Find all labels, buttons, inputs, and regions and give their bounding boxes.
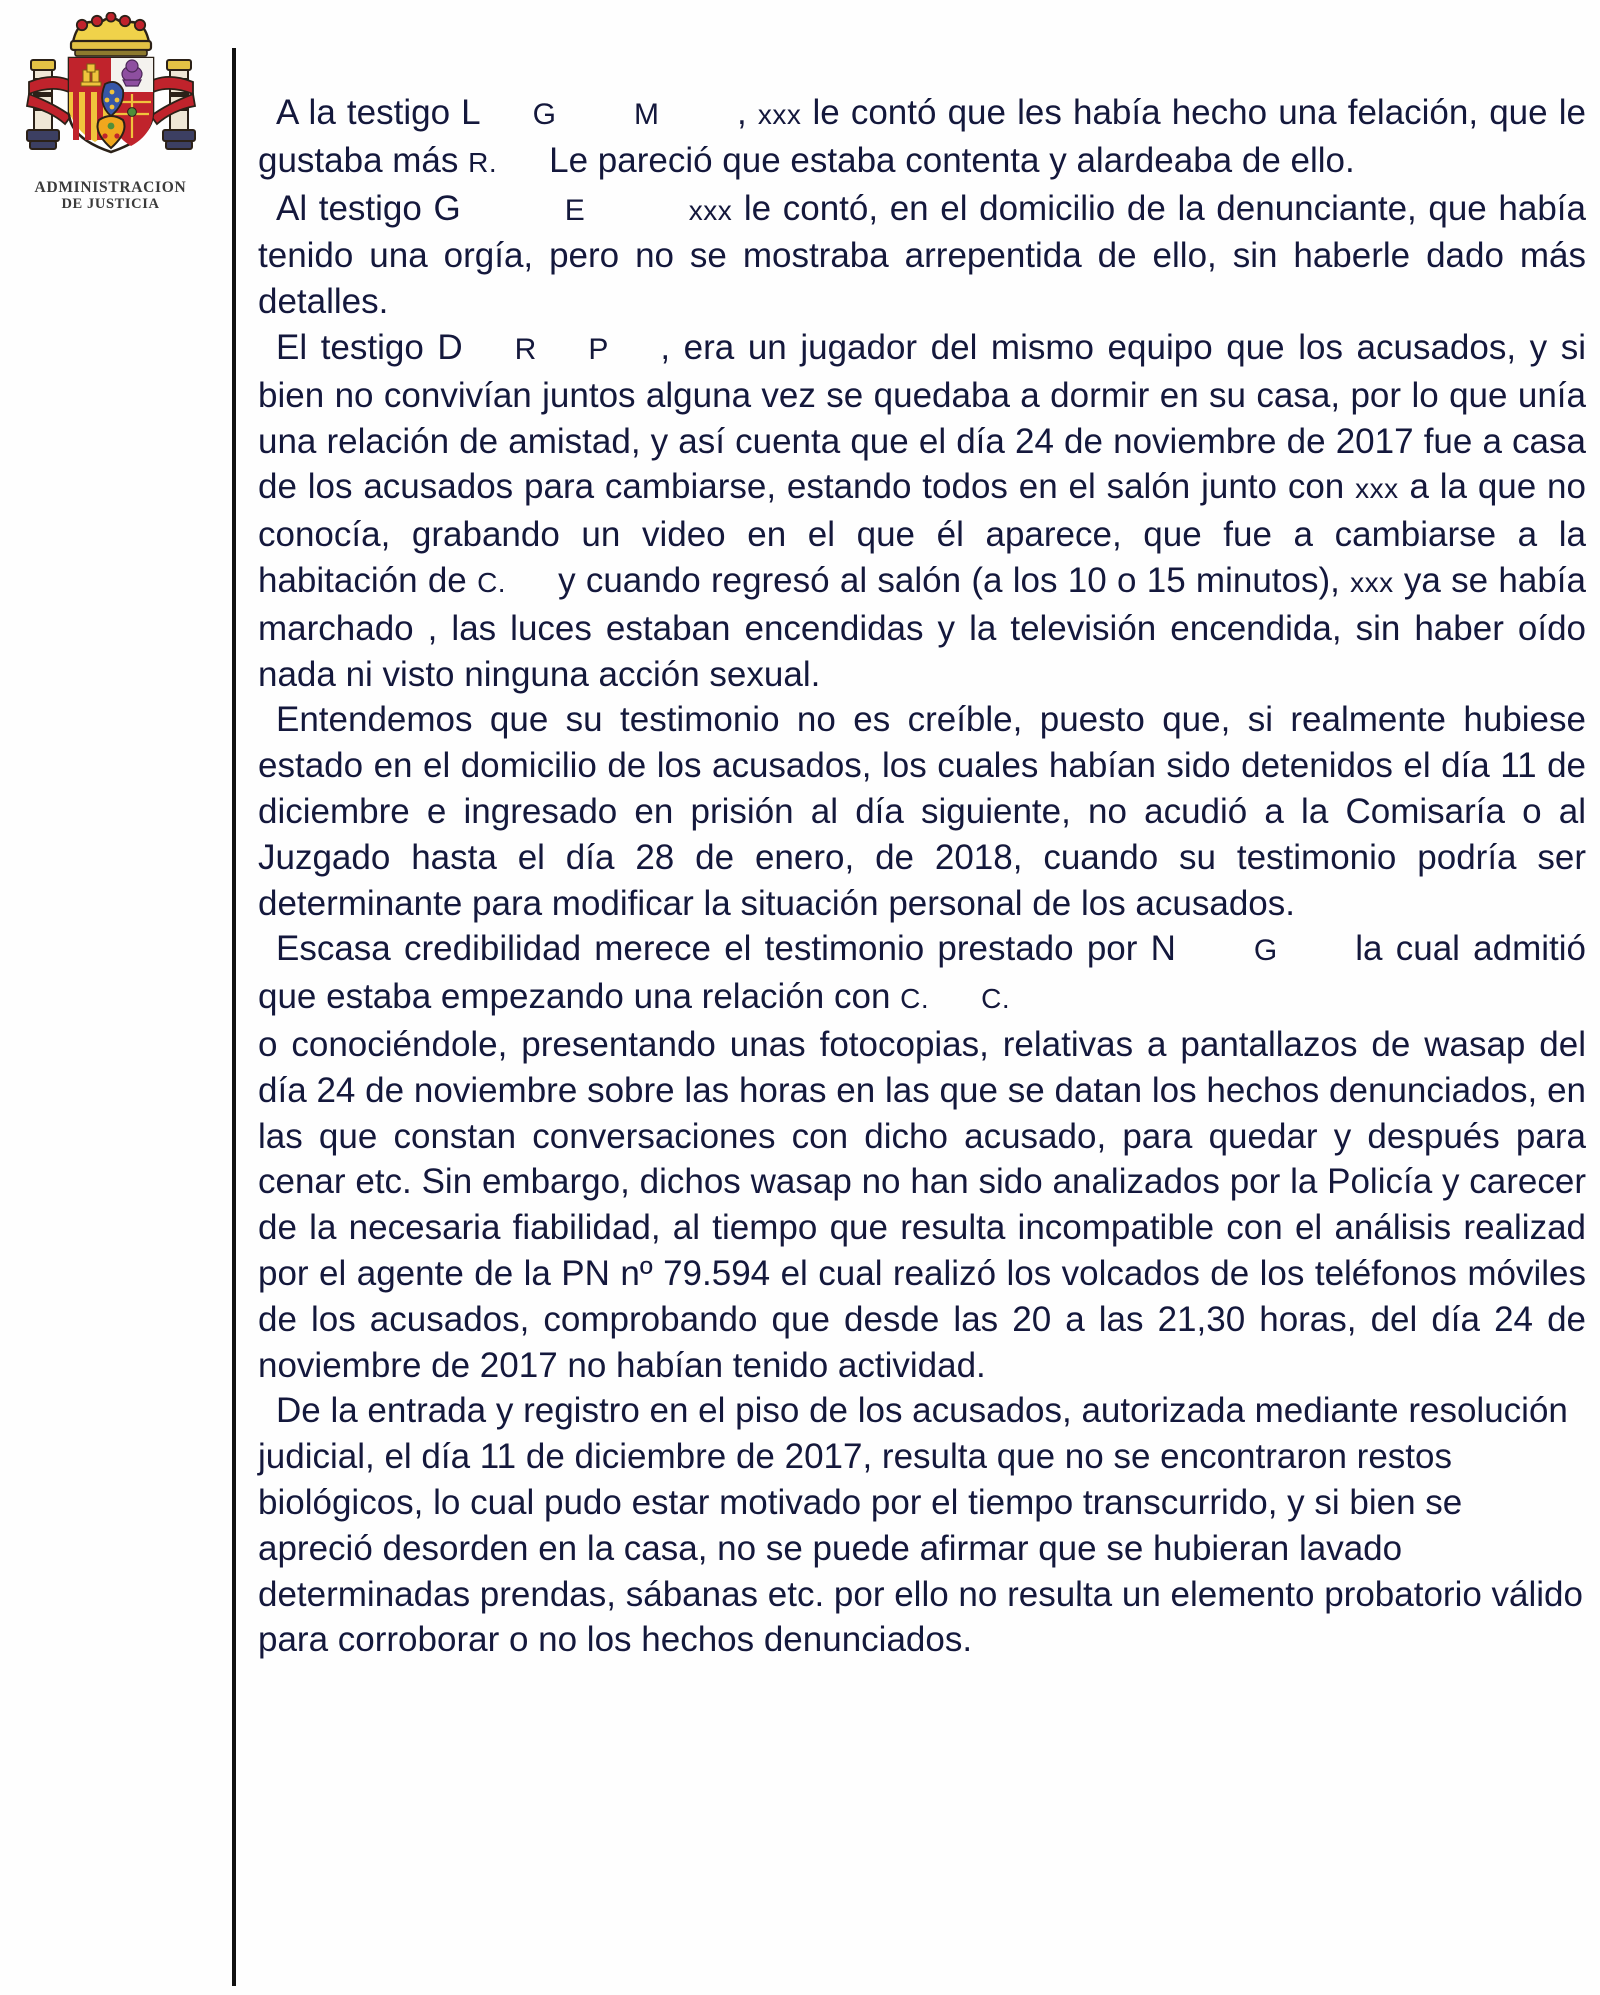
emblem-caption-line-2: DE JUSTICIA [61, 196, 160, 213]
redacted-marker: R. [468, 146, 498, 178]
administracion-de-justicia-emblem [8, 12, 213, 213]
redacted-initial: P [588, 332, 609, 366]
para-entrada-registro: De la entrada y registro en el piso de los acusados, autorizada mediante resolución judicial, el día 11 de diciembre de 2017, resulta que no se encontraron restos biológicos, lo cual pudo estar motivado por el tiempo transcurrido, y si bien se apreció desorden en la casa, no se puede afirmar que se hubieran lavado determinadas prendas, sábanas etc. por ello no resulta un elemento probatorio válido para corroborar o no los hechos denunciados. [258, 1391, 1583, 1660]
redacted-initial: E [564, 193, 585, 227]
redaction-gap [585, 186, 689, 232]
redaction-gap [461, 186, 565, 232]
emblem-caption [8, 179, 213, 213]
redaction-gap [1176, 926, 1254, 972]
document-body [258, 90, 1586, 1663]
redacted-initial: M [633, 98, 659, 131]
redaction-gap [536, 325, 588, 371]
redaction-gap [463, 325, 515, 371]
para-testigo-lgm: A la testigo L G M , xxx le contó que les había hecho una felación, que le gustaba más R. Le pareció que estaba contenta y alardeaba de ello. [258, 90, 1586, 186]
redacted-marker: xxx [757, 99, 802, 130]
redaction-gap [556, 90, 634, 136]
emblem-caption-line-1: ADMINISTRACION [34, 179, 187, 196]
left-margin-column [0, 0, 232, 1995]
margin-divider-rule [232, 48, 236, 1986]
redacted-initial: G [532, 98, 556, 131]
para-testigo-ge: Al testigo G E xxx le contó, en el domicilio de la denunciante, que había tenido una orgía, pero no se mostraba arrepentida de ello, sin haberle dado más detalles. [258, 186, 1586, 325]
redaction-gap [481, 90, 533, 136]
redacted-marker: xxx [1350, 566, 1394, 598]
para-entendemos: Entendemos que su testimonio no es creíble, puesto que, si realmente hubiese estado en el domicilio de los acusados, los cuales habían sido detenidos el día 11 de diciembre e ingresado en prisión al día siguiente, no acudió a la Comisaría o al Juzgado hasta el día 28 de enero, de 2018, cuando su testimonio podría ser determinante para modificar la situación personal de los acusados. [258, 700, 1586, 923]
redacted-initial: G [1253, 934, 1278, 968]
redaction-gap [506, 558, 558, 604]
redacted-marker: xxx [688, 194, 733, 226]
para-escasa-credibilidad: Escasa credibilidad merece el testimonio prestado por N G la cual admitió que estaba empezando una relación con C. C. [258, 926, 1586, 1022]
redaction-gap [1277, 926, 1355, 972]
para-conociendole: o conociéndole, presentando unas fotocopias, relativas a pantallazos de wasap del día 24 de noviembre sobre las horas en las que se datan los hechos denunciados, en las que constan conversaciones con dicho acusado, para quedar y después para cenar etc. Sin embargo, dichos wasap no han sido analizados por la Policía y carecer de la necesaria fiabilidad, al tiempo que resulta incompatible con el análisis realizad por el agente de la PN nº 79.594 el cual realizó los volcados de los teléfonos móviles de los acusados, comprobando que desde las 20 a las 21,30 horas, del día 24 de noviembre de 2017 no habían tenido actividad. [258, 1024, 1586, 1385]
redacted-initial: R [514, 332, 537, 366]
redacted-marker: C. [900, 983, 930, 1015]
redacted-marker: xxx [1355, 473, 1399, 505]
redacted-marker: C. [477, 566, 507, 598]
spain-coat-of-arms-icon [13, 12, 209, 177]
para-testigo-drp: El testigo D R P , era un jugador del mismo equipo que los acusados, y si bien no convivían juntos alguna vez se quedaba a dormir en su casa, por lo que unía una relación de amistad, y así cuenta que el día 24 de noviembre de 2017 fue a casa de los acusados para cambiarse, estando todos en el salón junto con xxx a la que no conocía, grabando un video en el que él aparece, que fue a cambiarse a la habitación de C. y cuando regresó al salón (a los 10 o 15 minutos), xxx ya se había marchado , las luces estaban encendidas y la televisión encendida, sin haber oído nada ni visto ninguna acción sexual. [258, 325, 1586, 697]
redacted-marker: C. [981, 983, 1011, 1015]
redaction-gap [497, 138, 549, 184]
redaction-gap [929, 974, 981, 1020]
redaction-gap [608, 325, 660, 371]
redaction-gap [659, 90, 737, 136]
